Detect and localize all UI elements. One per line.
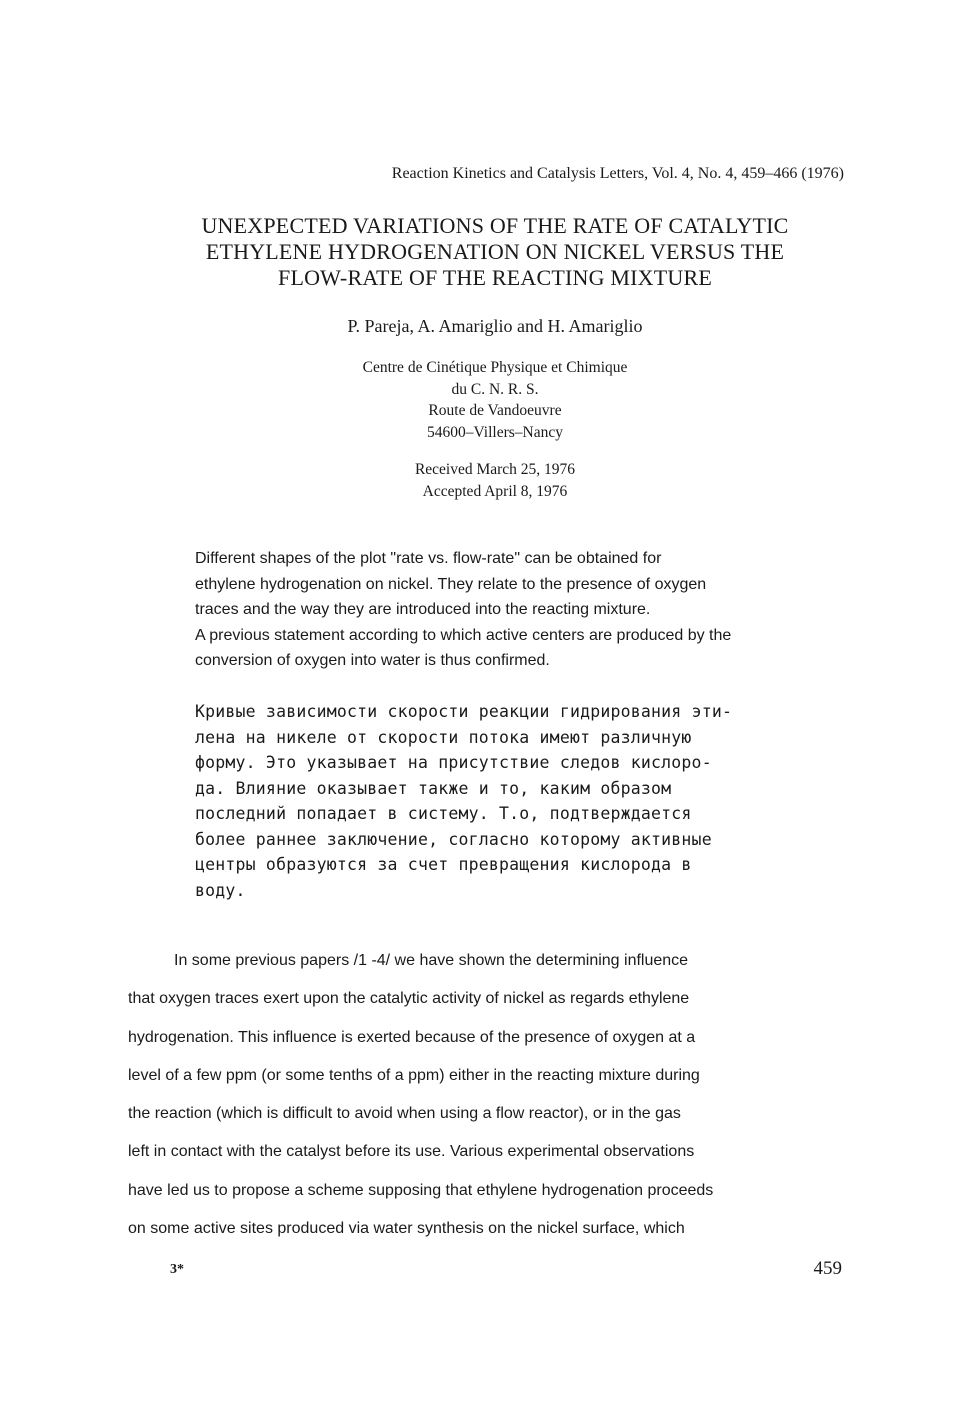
- body-line: have led us to propose a scheme supposing that ethylene hydrogenation proceeds: [128, 1181, 714, 1199]
- abstract-line: ethylene hydrogenation on nickel. They relate to the presence of oxygen: [195, 575, 707, 593]
- abstract-russian: [195, 699, 875, 903]
- affiliation-line: Route de Vandoeuvre: [428, 402, 562, 419]
- abstract-line: Different shapes of the plot "rate vs. flow-rate" can be obtained for: [195, 550, 662, 567]
- abstract-ru-line: лена на никеле от скорости потока имеют различную: [195, 727, 692, 747]
- body-line: hydrogenation. This influence is exerted because of the presence of oxygen at a: [128, 1028, 696, 1046]
- body-line: the reaction (which is difficult to avoid when using a flow reactor), or in the gas: [128, 1105, 681, 1123]
- abstract-english: [195, 546, 865, 674]
- page-number: 459: [813, 1258, 842, 1279]
- accepted-date: Accepted April 8, 1976: [422, 482, 568, 500]
- abstract-ru-line: Кривые зависимости скорости реакции гидрирования эти-: [195, 702, 733, 721]
- title-line: ETHYLENE HYDROGENATION ON NICKEL VERSUS THE: [205, 239, 785, 264]
- abstract-line: A previous statement according to which active centers are produced by the: [195, 626, 732, 644]
- body-line: that oxygen traces exert upon the catalytic activity of nickel as regards ethylene: [128, 990, 690, 1008]
- body-line: left in contact with the catalyst before its use. Various experimental observations: [128, 1143, 695, 1161]
- journal-reference: Reaction Kinetics and Catalysis Letters, Vol. 4, No. 4, 459–466 (1976): [391, 165, 844, 182]
- abstract-ru-line: более раннее заключение, согласно которому активные: [195, 829, 712, 849]
- abstract-line: traces and the way they are introduced into the reacting mixture.: [195, 601, 651, 618]
- affiliation-line: Centre de Cinétique Physique et Chimique: [362, 359, 628, 376]
- abstract-ru-line: воду.: [195, 880, 246, 900]
- submission-dates: [240, 459, 750, 502]
- abstract-line: conversion of oxygen into water is thus confirmed.: [195, 652, 550, 669]
- affiliation: [240, 357, 750, 443]
- body-line: level of a few ppm (or some tenths of a ppm) either in the reacting mixture during: [128, 1066, 700, 1084]
- author-list: P. Pareja, A. Amariglio and H. Amariglio: [347, 316, 643, 336]
- title-line: UNEXPECTED VARIATIONS OF THE RATE OF CATALYTIC: [201, 213, 789, 238]
- affiliation-line: 54600–Villers–Nancy: [427, 423, 563, 441]
- article-title: [130, 213, 860, 291]
- affiliation-line: du C. N. R. S.: [451, 380, 539, 398]
- abstract-ru-line: да. Влияние оказывает также и то, каким образом: [195, 778, 672, 798]
- abstract-ru-line: центры образуются за счет превращения кислорода в: [195, 855, 692, 874]
- title-line: FLOW-RATE OF THE REACTING MIXTURE: [278, 265, 712, 290]
- signature-mark: 3*: [170, 1262, 184, 1277]
- body-line: on some active sites produced via water synthesis on the nickel surface, which: [128, 1220, 685, 1238]
- body-line: In some previous papers /1 -4/ we have shown the determining influence: [174, 952, 689, 969]
- body-paragraph: [128, 942, 858, 1248]
- abstract-ru-line: форму. Это указывает на присутствие следов кислоро-: [195, 753, 712, 772]
- received-date: Received March 25, 1976: [414, 461, 576, 478]
- abstract-ru-line: последний попадает в систему. Т.о, подтверждается: [195, 804, 692, 823]
